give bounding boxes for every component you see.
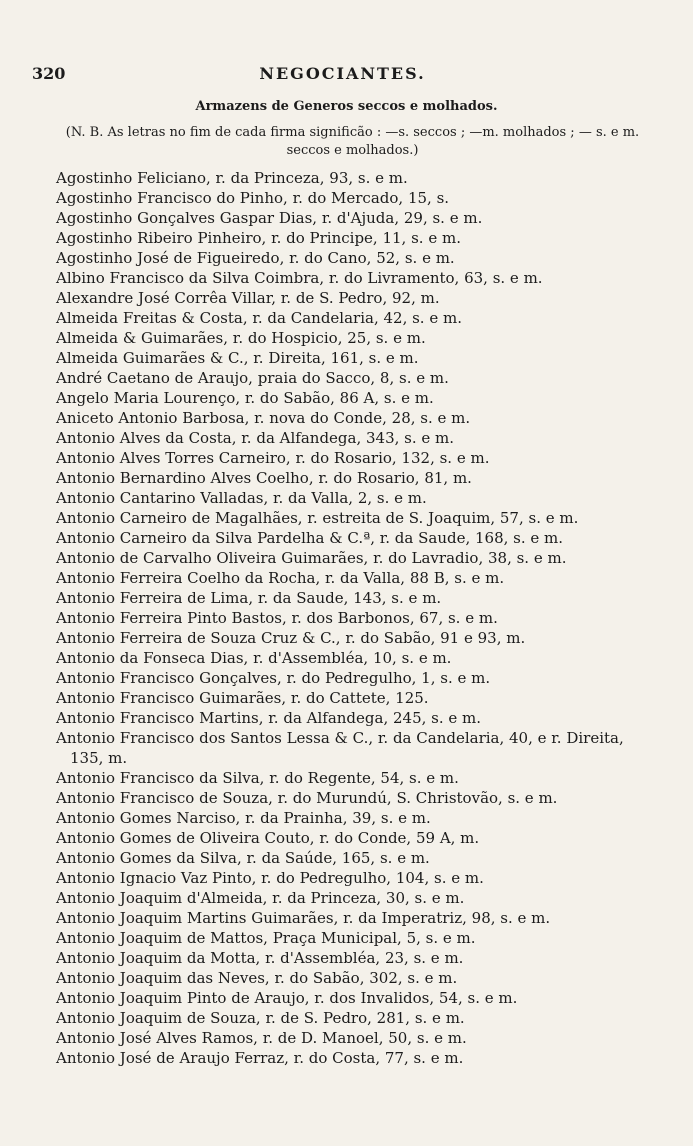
- list-item: Antonio Joaquim d'Almeida, r. da Princeza, 30, s. e m.: [56, 889, 465, 907]
- list-item: Antonio Francisco dos Santos Lessa & C., r. da Candelaria, 40, e r. Direita, 135, m.: [56, 729, 624, 767]
- abbreviation-note: (N. B. As letras no fim de cada firma significão : —s. seccos ; —m. molhados ; — s. e m. seccos e molhados.): [65, 125, 640, 158]
- list-item: Antonio Alves da Costa, r. da Alfandega, 343, s. e m.: [56, 429, 455, 447]
- list-item: Antonio Joaquim de Souza, r. de S. Pedro, 281, s. e m.: [56, 1009, 465, 1027]
- list-item: Alexandre José Corrêa Villar, r. de S. Pedro, 92, m.: [56, 289, 440, 307]
- list-item: Antonio Joaquim de Mattos, Praça Municipal, 5, s. e m.: [56, 929, 476, 947]
- list-item: Almeida Freitas & Costa, r. da Candelaria, 42, s. e m.: [56, 309, 462, 327]
- list-item: Antonio Carneiro de Magalhães, r. estreita de S. Joaquim, 57, s. e m.: [56, 509, 579, 527]
- list-item: Antonio Joaquim das Neves, r. do Sabão, 302, s. e m.: [56, 969, 458, 987]
- list-item: Antonio da Fonseca Dias, r. d'Assembléa, 10, s. e m.: [56, 649, 452, 667]
- list-item: Antonio Ferreira Pinto Bastos, r. dos Barbonos, 67, s. e m.: [56, 609, 498, 627]
- list-item: Antonio Cantarino Valladas, r. da Valla, 2, s. e m.: [56, 489, 427, 507]
- list-item: Antonio Ferreira de Lima, r. da Saude, 143, s. e m.: [56, 589, 442, 607]
- list-item: Agostinho José de Figueiredo, r. do Cano, 52, s. e m.: [56, 249, 455, 267]
- list-item: Agostinho Ribeiro Pinheiro, r. do Principe, 11, s. e m.: [56, 229, 461, 247]
- list-item: André Caetano de Araujo, praia do Sacco, 8, s. e m.: [56, 369, 449, 387]
- list-item: Antonio Francisco Martins, r. da Alfandega, 245, s. e m.: [56, 709, 482, 727]
- list-item: Antonio José de Araujo Ferraz, r. do Costa, 77, s. e m.: [56, 1049, 464, 1067]
- list-item: Antonio José Alves Ramos, r. de D. Manoel, 50, s. e m.: [56, 1029, 467, 1047]
- running-head: NEGOCIANTES.: [259, 64, 426, 83]
- list-item: Aniceto Antonio Barbosa, r. nova do Conde, 28, s. e m.: [56, 409, 471, 427]
- list-item: Agostinho Francisco do Pinho, r. do Mercado, 15, s.: [56, 189, 450, 207]
- list-item: Antonio Gomes de Oliveira Couto, r. do Conde, 59 A, m.: [56, 829, 480, 847]
- section-title: Armazens de Generos seccos e molhados.: [195, 99, 498, 114]
- list-item: Antonio de Carvalho Oliveira Guimarães, r. do Lavradio, 38, s. e m.: [56, 549, 567, 567]
- list-item: Antonio Bernardino Alves Coelho, r. do Rosario, 81, m.: [56, 469, 472, 487]
- list-item: Albino Francisco da Silva Coimbra, r. do Livramento, 63, s. e m.: [56, 269, 543, 287]
- list-item: Antonio Francisco Guimarães, r. do Cattete, 125.: [56, 689, 429, 707]
- list-item: Almeida & Guimarães, r. do Hospicio, 25, s. e m.: [56, 329, 426, 347]
- list-item: Almeida Guimarães & C., r. Direita, 161, s. e m.: [56, 349, 419, 367]
- list-item: Antonio Francisco Gonçalves, r. do Pedregulho, 1, s. e m.: [56, 669, 491, 687]
- page-header: [32, 64, 653, 88]
- list-item: Antonio Ignacio Vaz Pinto, r. do Pedregulho, 104, s. e m.: [56, 869, 484, 887]
- page-number: 320: [32, 64, 66, 83]
- list-item: Antonio Alves Torres Carneiro, r. do Rosario, 132, s. e m.: [56, 449, 490, 467]
- list-item: Angelo Maria Lourenço, r. do Sabão, 86 A, s. e m.: [56, 389, 434, 407]
- list-item: Agostinho Feliciano, r. da Princeza, 93, s. e m.: [56, 169, 408, 187]
- list-item: Antonio Francisco de Souza, r. do Murundú, S. Christovão, s. e m.: [56, 789, 558, 807]
- list-item: Agostinho Gonçalves Gaspar Dias, r. d'Ajuda, 29, s. e m.: [56, 209, 483, 227]
- list-item: Antonio Joaquim Pinto de Araujo, r. dos Invalidos, 54, s. e m.: [56, 989, 518, 1007]
- merchant-list: [56, 168, 653, 1068]
- list-item: Antonio Ferreira Coelho da Rocha, r. da Valla, 88 B, s. e m.: [56, 569, 505, 587]
- list-item: Antonio Joaquim Martins Guimarães, r. da Imperatriz, 98, s. e m.: [56, 909, 551, 927]
- list-item: Antonio Ferreira de Souza Cruz & C., r. do Sabão, 91 e 93, m.: [56, 629, 526, 647]
- list-item: Antonio Francisco da Silva, r. do Regente, 54, s. e m.: [56, 769, 459, 787]
- list-item: Antonio Gomes Narciso, r. da Prainha, 39, s. e m.: [56, 809, 431, 827]
- list-item: Antonio Carneiro da Silva Pardelha & C.ª, r. da Saude, 168, s. e m.: [56, 529, 564, 547]
- list-item: Antonio Joaquim da Motta, r. d'Assembléa, 23, s. e m.: [56, 949, 464, 967]
- list-item: Antonio Gomes da Silva, r. da Saúde, 165, s. e m.: [56, 849, 430, 867]
